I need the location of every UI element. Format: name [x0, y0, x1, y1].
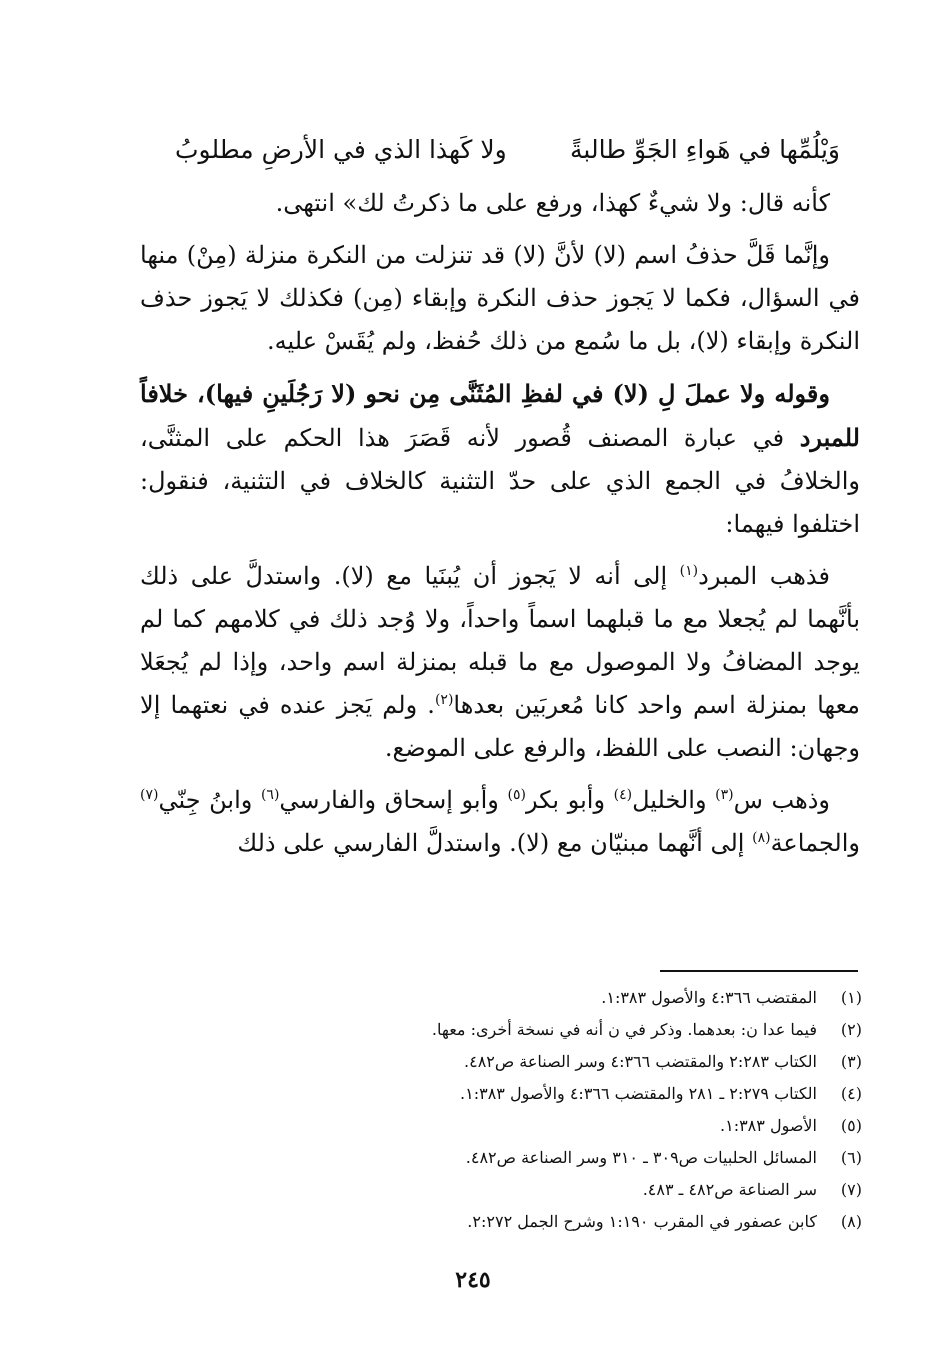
footnote-text: الأصول ١:٣٨٣. [720, 1116, 817, 1135]
main-text [140, 182, 860, 865]
page-number: ٢٤٥ [455, 1267, 491, 1293]
footnote-ref-8[interactable]: (٨) [752, 830, 771, 846]
footnote-item [140, 982, 862, 1014]
footnote-ref-5[interactable]: (٥) [507, 787, 526, 803]
paragraph-text: والخليل [632, 786, 716, 814]
footnote-ref-3[interactable]: (٣) [715, 787, 734, 803]
paragraph-text: وإنَّما قَلَّ حذفُ اسم (لا) لأنَّ (لا) قد تنزلت من النكرة منزلة (مِنْ) منها في السؤال، فكما لا يَجوز حذف النكرة وإبقاء (مِن) فكذلك لا يَجوز حذف النكرة وإبقاء (لا)، بل ما سُمع من ذلك حُفظ، ولم يُقَسْ عليه. [140, 241, 860, 355]
footnote-item [140, 1174, 862, 1206]
paragraph-text: فذهب المبرد [698, 562, 830, 590]
footnote-ref-4[interactable]: (٤) [613, 787, 633, 803]
paragraph-text: والجماعة [770, 829, 860, 857]
footnote-text: المقتضب ٤:٣٦٦ والأصول ١:٣٨٣. [601, 988, 817, 1007]
paragraph-mubarrad-view [140, 555, 860, 770]
footnote-text: المسائل الحلبيات ص٣٠٩ ـ ٣١٠ وسر الصناعة ص٤٨٢. [465, 1148, 817, 1167]
footnote-ref-1[interactable]: (١) [679, 563, 699, 579]
paragraph-text: . ولم يَجز عنده في نعتهما إلا وجهان: النصب على اللفظ، والرفع على الموضع. [140, 691, 860, 762]
quoted-matn-text: وقوله ولا عملَ لِ (لا) في لفظِ المُثَنَّى مِن نحو (لا رَجُلَينِ فيها)، خلافاً للمبرد [140, 379, 860, 452]
paragraph-quote-end [140, 182, 860, 225]
footnote-text: كابن عصفور في المقرب ١:١٩٠ وشرح الجمل ٢:٢٧٢. [467, 1212, 817, 1231]
footnote-number: (٣) [840, 1052, 862, 1071]
paragraph-majority-view [140, 779, 860, 865]
footnote-number: (٧) [840, 1180, 862, 1199]
footnote-ref-2[interactable]: (٢) [434, 692, 454, 708]
footnote-separator [660, 970, 858, 972]
footnote-item [140, 1206, 862, 1238]
footnotes-section [140, 982, 862, 1238]
footnote-item [140, 1110, 862, 1142]
paragraph-text: وذهب س [733, 786, 830, 814]
footnote-item [140, 1078, 862, 1110]
paragraph-text: كأنه قال: ولا شيءٌ كهذا، ورفع على ما ذكرتُ لك» انتهى. [275, 189, 830, 217]
paragraph-text: وأبو إسحاق والفارسي [279, 786, 508, 814]
footnote-number: (٨) [840, 1212, 862, 1231]
footnote-ref-7[interactable]: (٧) [140, 787, 159, 803]
footnote-number: (٤) [840, 1084, 862, 1103]
paragraph-text: وابنُ جِنّي [158, 786, 261, 814]
footnote-number: (٢) [840, 1020, 862, 1039]
paragraph-text: إلى أنه لا يَجوز أن يُبنَيا مع (لا). واستدلَّ على ذلك بأنَّهما لم يُجعلا مع ما قبلهما اسماً واحداً، ولا وُجد ذلك في كلامهم كما لم يوجد المضافُ ولا الموصول مع ما قبله بمنزلة اسم واحد، وإذا لم يُجعَلا معها بمنزلة اسم واحد كانا مُعربَين بعدها [140, 562, 860, 719]
footnote-item [140, 1142, 862, 1174]
footnote-number: (١) [840, 988, 862, 1007]
paragraph-text: في عبارة المصنف قُصور لأنه قَصَرَ هذا الحكم على المثنَّى، والخلافُ في الجمع الذي على حدّ التثنية كالخلاف في التثنية، فنقول: اختلفوا فيهما: [140, 424, 860, 538]
paragraph-deletion-of-la-noun [140, 234, 860, 363]
paragraph-text: إلى أنَّهما مبنيّان مع (لا). واستدلَّ الفارسي على ذلك [237, 829, 753, 857]
footnote-text: الكتاب ٢:٢٨٣ والمقتضب ٤:٣٦٦ وسر الصناعة ص٤٨٢. [464, 1052, 817, 1071]
paragraph-dual-rule [140, 372, 860, 546]
footnote-item [140, 1046, 862, 1078]
footnote-text: سر الصناعة ص٤٨٢ ـ ٤٨٣. [642, 1180, 817, 1199]
verse-first-hemistich: وَيْلُمِّها في هَواءِ الجَوِّ طالبةً [570, 135, 840, 164]
poetry-verse [150, 125, 840, 175]
footnote-text: الكتاب ٢:٢٧٩ ـ ٢٨١ والمقتضب ٤:٣٦٦ والأصول ١:٣٨٣. [460, 1084, 817, 1103]
paragraph-text: وأبو بكر [525, 786, 614, 814]
footnote-ref-6[interactable]: (٦) [260, 787, 280, 803]
verse-second-hemistich: ولا كَهذا الذي في الأرضِ مطلوبُ [175, 135, 507, 164]
footnote-number: (٥) [840, 1116, 862, 1135]
footnote-number: (٦) [840, 1148, 862, 1167]
footnote-item [140, 1014, 862, 1046]
footnote-text: فيما عدا ن: بعدهما. وذكر في ن أنه في نسخة أخرى: معها. [431, 1020, 817, 1039]
